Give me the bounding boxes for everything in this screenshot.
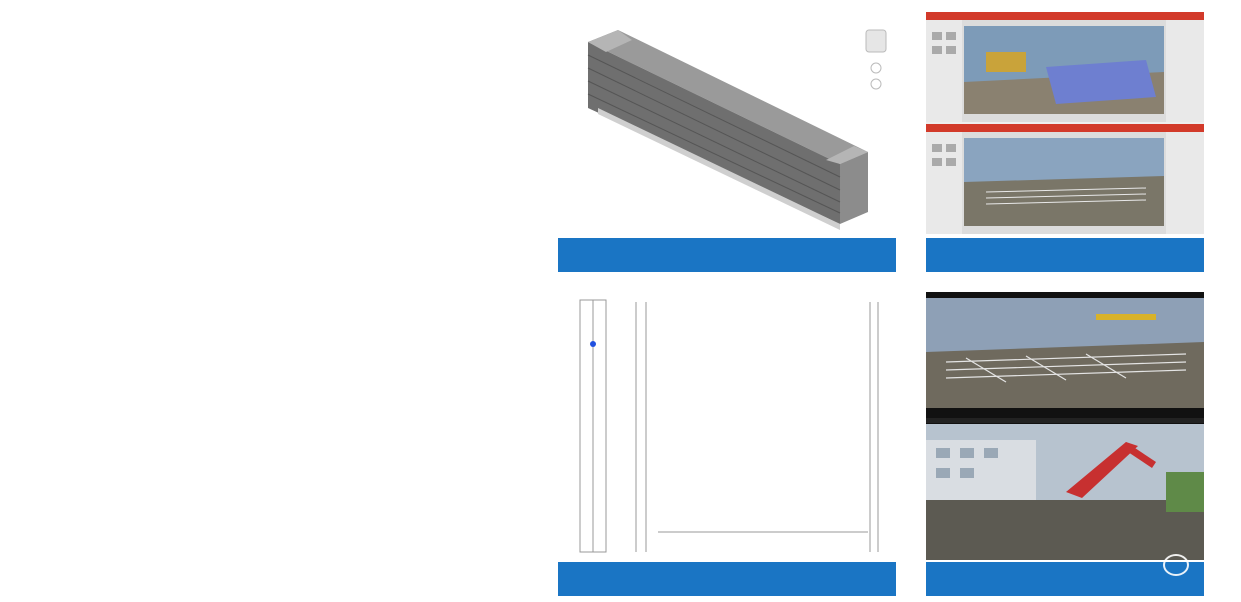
simulation-graphic [926,292,1204,560]
model-image [558,12,896,234]
compare-screens [926,12,1204,234]
caption-layers [558,562,896,596]
layer-drawing-graphic [558,292,896,560]
caption-compare [926,238,1204,272]
simulation-photos [926,292,1204,560]
software-screens-graphic [926,12,1204,234]
layer-section-drawing [558,292,896,560]
caption-model [558,238,896,272]
watermark [1163,554,1197,576]
station-model-graphic [558,12,896,234]
wechat-logo-icon [1163,554,1189,576]
